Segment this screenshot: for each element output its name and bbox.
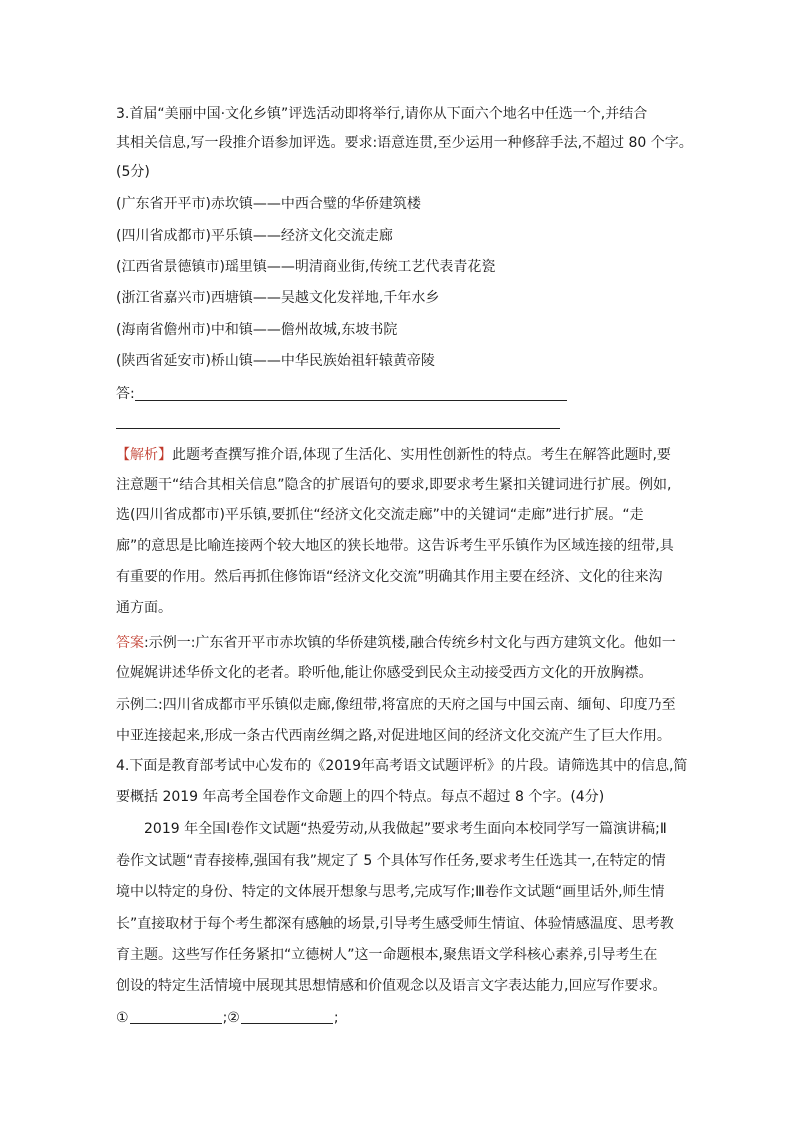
analysis-line-4: 廊”的意思是比喻连接两个较大地区的狭长地带。这告诉考生平乐镇作为区域连接的纽带,具 <box>116 538 674 554</box>
answer-line-a: 答案:示例一:广东省开平市赤坎镇的华侨建筑楼,融合传统乡村文化与西方建筑文化。他如一 <box>116 635 676 651</box>
q4-passage-3: 境中以特定的身份、特定的文体展开想象与思考,完成写作;Ⅲ卷作文试题“画里话外,师生情 <box>116 884 665 900</box>
q3-place-1: (广东省开平市)赤坎镇——中西合璧的华侨建筑楼 <box>116 196 421 212</box>
q4-passage-1: 2019 年全国Ⅰ卷作文试题“热爱劳动,从我做起”要求考生面向本校同学写一篇演讲稿;Ⅱ <box>144 821 667 837</box>
analysis-line-2: 注意题干“结合其相关信息”隐含的扩展语句的要求,即要求考生紧扣关键词进行扩展。例如, <box>116 477 672 493</box>
blank-2[interactable] <box>241 1009 333 1024</box>
q3-answer-label: 答: <box>116 386 135 402</box>
blank-marker-2: ② <box>227 1010 240 1026</box>
answer-line-1 <box>135 400 567 401</box>
analysis-line-6: 通方面。 <box>116 600 172 616</box>
q3-place-3: (江西省景德镇市)瑶里镇——明清商业街,传统工艺代表青花瓷 <box>116 259 496 275</box>
q4-passage-2: 卷作文试题“青春接棒,强国有我”规定了 5 个具体写作任务,要求考生任选其一,在特定的情 <box>116 853 666 869</box>
analysis-line-1: 【解析】此题考查撰写推介语,体现了生活化、实用性创新性的特点。考生在解答此题时,要 <box>116 447 671 463</box>
answer-line-b: 位娓娓讲述华侨文化的老者。聆听他,能让你感受到民众主动接受西方文化的开放胸襟。 <box>116 665 653 681</box>
q3-place-2: (四川省成都市)平乐镇——经济文化交流走廊 <box>116 228 393 244</box>
q4-passage-4: 长”直接取材于每个考生都深有感触的场景,引导考生感受师生情谊、体验情感温度、思考教 <box>116 916 674 932</box>
q4-passage-6: 创设的特定生活情境中展现其思想情感和价值观念以及语言文字表达能力,回应写作要求。 <box>116 978 667 994</box>
analysis-line-3: 选(四川省成都市)平乐镇,要抓住“经济文化交流走廊”中的关键词“走廊”进行扩展。“走 <box>116 507 644 523</box>
q3-line-2: 其相关信息,写一段推介语参加评选。要求:语意连贯,至少运用一种修辞手法,不超过 80 个字。 <box>116 135 693 151</box>
answer-line-2 <box>116 428 560 429</box>
q4-passage-5: 育主题。这些写作任务紧扣“立德树人”这一命题根本,聚焦语文学科核心素养,引导考生在 <box>116 947 658 963</box>
answer-tag: 答案 <box>116 635 144 651</box>
q4-line-2: 要概括 2019 年高考全国卷作文命题上的四个特点。每点不超过 8 个字。(4分) <box>116 789 605 805</box>
q3-place-5: (海南省儋州市)中和镇——儋州故城,东坡书院 <box>116 322 398 338</box>
q3-place-4: (浙江省嘉兴市)西塘镇——吴越文化发祥地,千年水乡 <box>116 290 440 306</box>
answer-line-c: 示例二:四川省成都市平乐镇似走廊,像纽带,将富庶的天府之国与中国云南、缅甸、印度乃至 <box>116 697 676 713</box>
analysis-line-5: 有重要的作用。然后再抓住修饰语“经济文化交流”明确其作用主要在经济、文化的往来沟 <box>116 569 663 585</box>
answer-line-d: 中亚连接起来,形成一条古代西南丝绸之路,对促进地区间的经济文化交流产生了巨大作用。 <box>116 728 671 744</box>
blank-marker-1: ① <box>116 1010 129 1026</box>
q4-answer-blanks: ① ;② ; <box>116 1010 339 1026</box>
q3-line-1: 3.首届“美丽中国·文化乡镇”评选活动即将举行,请你从下面六个地名中任选一个,并结合 <box>116 106 648 122</box>
blank-1[interactable] <box>130 1009 222 1024</box>
q4-line-1: 4.下面是教育部考试中心发布的《2019年高考语文试题评析》的片段。请筛选其中的信息,简 <box>116 758 688 774</box>
q3-place-6: (陕西省延安市)桥山镇——中华民族始祖轩辕黄帝陵 <box>116 353 435 369</box>
q3-score: (5分) <box>116 164 150 180</box>
analysis-tag: 【解析】 <box>116 447 172 463</box>
